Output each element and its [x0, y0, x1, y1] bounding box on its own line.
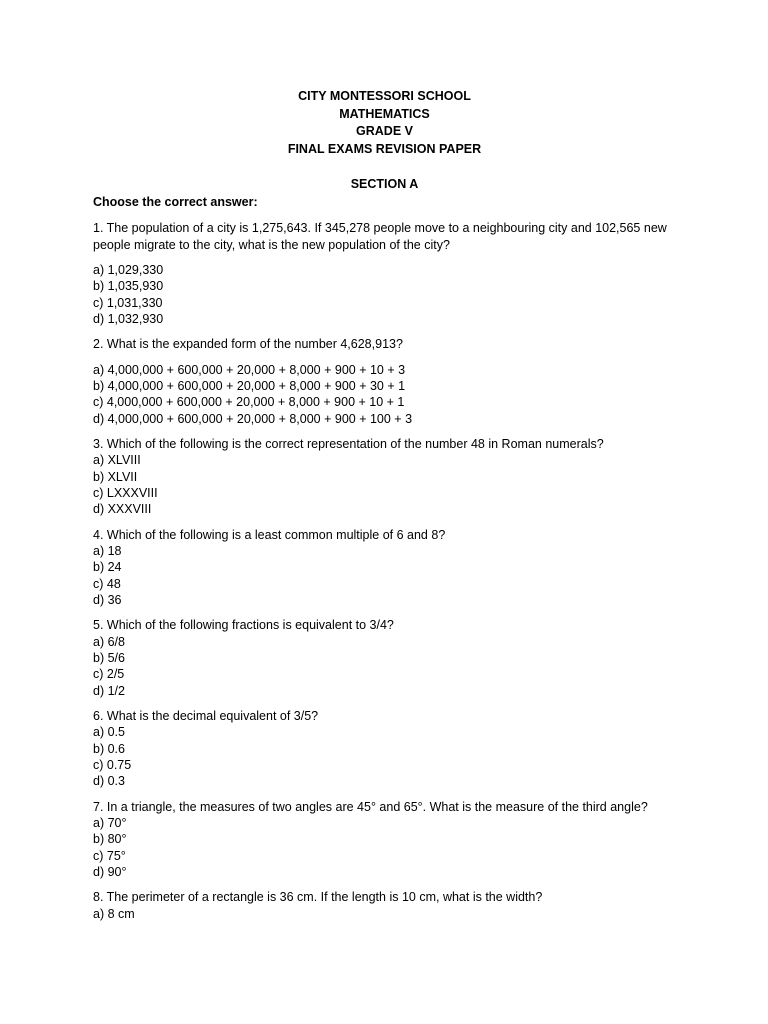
option-b: b) 24	[93, 560, 122, 575]
option-c: c) 75°	[93, 848, 126, 863]
option-list	[93, 452, 676, 517]
question-7	[93, 799, 676, 881]
grade-title: GRADE V	[356, 124, 413, 138]
option-d: d) XXXVIII	[93, 502, 152, 517]
section-instruction: Choose the correct answer:	[93, 195, 258, 209]
question-8	[93, 889, 676, 922]
option-c: c) 48	[93, 576, 121, 591]
option-list	[93, 906, 676, 922]
option-d: d) 4,000,000 + 600,000 + 20,000 + 8,000 + 900 + 100 + 3	[93, 411, 413, 426]
option-a: a) 0.5	[93, 725, 125, 740]
section-title: SECTION A	[350, 177, 419, 191]
option-d: d) 1,032,930	[93, 311, 164, 326]
question-text: 8. The perimeter of a rectangle is 36 cm. If the length is 10 cm, what is the width?	[93, 890, 543, 905]
question-text: 6. What is the decimal equivalent of 3/5?	[93, 708, 319, 723]
option-a: a) 18	[93, 544, 122, 559]
question-3	[93, 436, 676, 518]
option-d: d) 1/2	[93, 683, 125, 698]
option-c: c) 2/5	[93, 667, 125, 682]
option-b: b) 80°	[93, 832, 127, 847]
option-b: b) 0.6	[93, 741, 125, 756]
option-a: a) 1,029,330	[93, 263, 164, 277]
question-text: 2. What is the expanded form of the number 4,628,913?	[93, 337, 403, 352]
option-d: d) 0.3	[93, 774, 125, 789]
question-1	[93, 220, 676, 327]
question-6	[93, 708, 676, 790]
option-list	[93, 362, 676, 427]
question-4	[93, 527, 676, 609]
subject-title: MATHEMATICS	[339, 106, 430, 121]
paper-title: FINAL EXAMS REVISION PAPER	[287, 141, 482, 156]
option-a: a) 6/8	[93, 634, 125, 649]
question-2	[93, 336, 676, 427]
option-a: a) 4,000,000 + 600,000 + 20,000 + 8,000 + 900 + 10 + 3	[93, 362, 406, 377]
option-b: b) 4,000,000 + 600,000 + 20,000 + 8,000 + 900 + 30 + 1	[93, 378, 406, 393]
option-c: c) LXXXVIII	[93, 485, 158, 500]
question-text: 3. Which of the following is the correct representation of the number 48 in Roman numerals?	[93, 436, 604, 451]
option-c: c) 4,000,000 + 600,000 + 20,000 + 8,000 + 900 + 10 + 1	[93, 395, 405, 410]
option-a: a) 8 cm	[93, 906, 135, 921]
option-a: a) XLVIII	[93, 453, 141, 468]
question-text: 7. In a triangle, the measures of two angles are 45° and 65°. What is the measure of the third angle?	[93, 799, 648, 814]
question-text: 4. Which of the following is a least common multiple of 6 and 8?	[93, 527, 446, 542]
option-list	[93, 815, 676, 880]
option-b: b) 5/6	[93, 651, 125, 666]
option-d: d) 90°	[93, 865, 127, 880]
option-a: a) 70°	[93, 816, 127, 831]
question-text: 1. The population of a city is 1,275,643. If 345,278 people move to a neighbouring city and 102,565 new people migrate to the city, what is the new population of the city?	[93, 221, 667, 252]
option-list	[93, 724, 676, 789]
question-5	[93, 617, 676, 699]
option-b: b) 1,035,930	[93, 279, 164, 294]
option-d: d) 36	[93, 592, 122, 607]
question-text: 5. Which of the following fractions is equivalent to 3/4?	[93, 618, 394, 633]
option-list	[93, 262, 676, 327]
option-list	[93, 634, 676, 699]
option-c: c) 0.75	[93, 758, 132, 773]
option-b: b) XLVII	[93, 469, 138, 484]
option-c: c) 1,031,330	[93, 295, 163, 310]
school-name: CITY MONTESSORI SCHOOL	[298, 89, 471, 103]
option-list	[93, 543, 676, 608]
document-header	[93, 88, 676, 158]
